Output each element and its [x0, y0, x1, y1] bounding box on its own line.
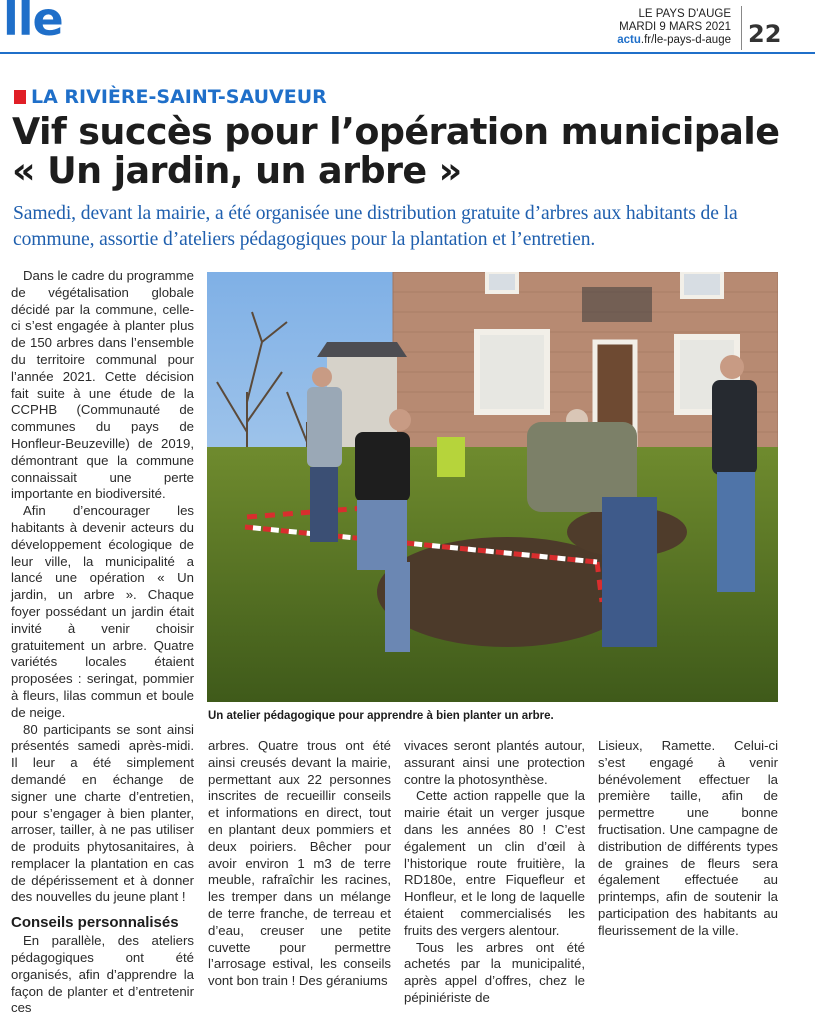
section-name: lle [3, 0, 63, 46]
kicker-square-icon [14, 90, 26, 104]
header-divider [741, 6, 742, 50]
column-2 [208, 738, 391, 990]
paragraph: Afin d’encourager les habitants à devenir acteurs du développement écologique de leur ville, la municipalité a lancé une opération « Un jardin, un arbre ». Chaque foyer possédant un jardin était invité à venir choisir gratuitement un arbre. Quatre variétés locales étaient proposées : seringat, pommier à fleurs, lilas commun et boule de neige. [11, 503, 194, 720]
column-4 [598, 738, 778, 940]
paragraph: Tous les arbres ont été achetés par la municipalité, après appel d’offres, chez le pépiniériste de [404, 939, 585, 1005]
masthead-info [617, 8, 731, 47]
header-rule [0, 52, 815, 54]
article-lead: Samedi, devant la mairie, a été organisée une distribution gratuite d’arbres aux habitants de la commune, assortie d’ateliers pédagogiques pour la plantation et l’entretien. [13, 203, 738, 250]
paragraph: 80 participants se sont ainsi présentés samedi après-midi. Il leur a été simplement demandé en échange de signer une charte d’entretien, pour s’engager à bien planter, arroser, tailler, à ne pas utiliser de produits phytosanitaires, à remplacer la plantation en cas de dépérissement et à donner des nouvelles du jeune plant ! [11, 721, 194, 905]
photo-illustration [207, 272, 778, 702]
paragraph: En parallèle, des ateliers pédagogiques ont été organisés, afin d’apprendre la façon de planter et d’entretenir ces [11, 933, 194, 1016]
paragraph: Cette action rappelle que la mairie était un verger jusque dans les années 80 ! C’est également un clin d’œil à l’historique route fruitière, la RD180e, entre Fiquefleur et Honfleur, et le long de laquelle étaient commercialisés les fruits des vergers alentour. [404, 788, 585, 938]
article-headline [12, 112, 807, 190]
page-number: 22 [748, 20, 782, 48]
photo-caption: Un atelier pédagogique pour apprendre à bien planter un arbre. [208, 710, 554, 722]
headline-line-1: Vif succès pour l’opération municipale [12, 110, 780, 153]
column-1 [11, 268, 194, 1017]
paragraph: vivaces seront plantés autour, assurant ainsi une protection contre la photosynthèse. [404, 738, 585, 787]
website-suffix: .fr/le-pays-d-auge [640, 34, 731, 46]
paragraph: Lisieux, Ramette. Celui-ci s’est engagé à venir bénévolement effectuer la première taille, afin de permettre une bonne fructisation. Une campagne de distribution de différents types de graines de fleurs sera également effectuée au printemps, afin de soutenir la participation des habitants au fleurissement de la ville. [598, 738, 778, 938]
paragraph: Dans le cadre du programme de végétalisation globale décidé par la commune, celle-ci s’est engagée à planter plus de 150 arbres dans l’ensemble du territoire communal pour l’année 2021. Cette décision fait suite à une étude de la CCPHB (Communauté de communes du pays de Honfleur-Beuzeville) de 2019, démontrant que la commune connaissait une perte importante en biodiversité. [11, 268, 194, 502]
website-prefix: actu [617, 34, 641, 46]
issue-date: MARDI 9 MARS 2021 [619, 21, 731, 33]
headline-line-2: « Un jardin, un arbre » [12, 149, 462, 192]
website-link[interactable] [617, 34, 731, 47]
article-photo [207, 272, 778, 702]
subheading: Conseils personnalisés [11, 914, 179, 932]
article-kicker [14, 86, 327, 108]
kicker-text: LA RIVIÈRE-SAINT-SAUVEUR [31, 86, 327, 108]
paragraph: arbres. Quatre trous ont été ainsi creusés devant la mairie, permettant aux 22 personnes inscrites de recueillir conseils et informations en direct, tout en plantant deux pommiers et deux poiriers. Bêcher pour avoir environ 1 m3 de terre meuble, rafraîchir les racines, les tremper dans un mélange de terre franche, de terreau et d’eau, creuser une petite cuvette pour permettre l’arrosage estival, les conseils vont bon train ! Des géraniums [208, 738, 391, 989]
paper-name: LE PAYS D'AUGE [638, 8, 731, 20]
column-3 [404, 738, 585, 1007]
